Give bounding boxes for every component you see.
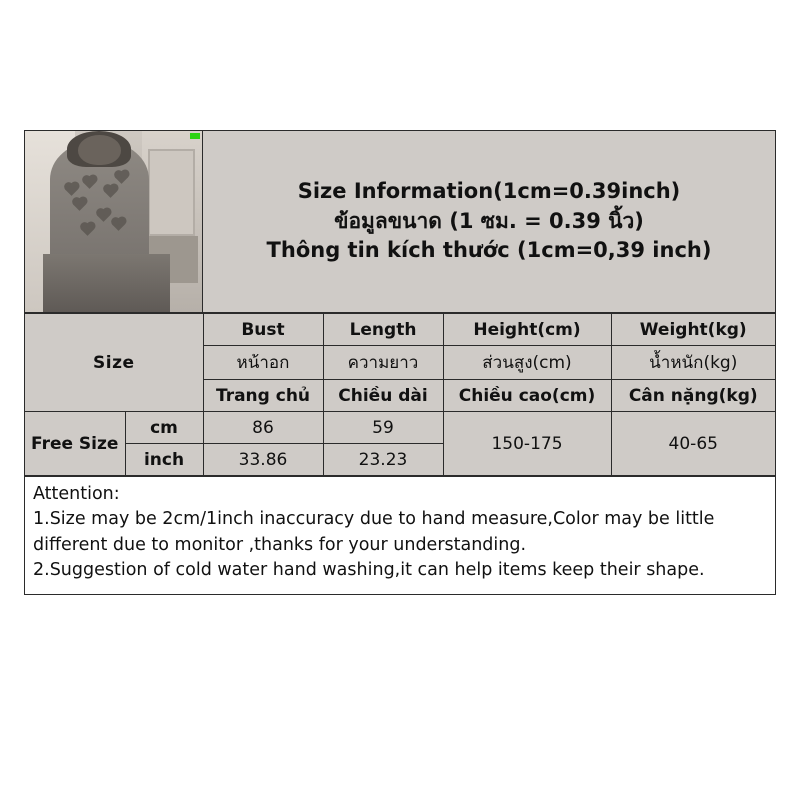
col-header-length-th: ความยาว — [323, 346, 443, 380]
length-cm-value: 59 — [323, 412, 443, 444]
attention-block — [25, 476, 775, 594]
col-header-weight-th: น้ำหนัก(kg) — [611, 346, 775, 380]
size-chart — [24, 130, 776, 595]
col-header-bust-th: หน้าอก — [203, 346, 323, 380]
chart-header-row — [25, 131, 775, 313]
unit-cm: cm — [125, 412, 203, 444]
measurements-table — [25, 313, 775, 476]
height-range-value: 150-175 — [443, 412, 611, 476]
title-line-thai: ข้อมูลขนาด (1 ซม. = 0.39 นิ้ว) — [334, 208, 644, 233]
unit-inch: inch — [125, 444, 203, 476]
col-header-height-th: ส่วนสูง(cm) — [443, 346, 611, 380]
col-header-bust-en: Bust — [203, 314, 323, 346]
col-header-height-en: Height(cm) — [443, 314, 611, 346]
title-cell — [203, 131, 775, 312]
col-header-length-vi: Chiều dài — [323, 380, 443, 412]
length-inch-value: 23.23 — [323, 444, 443, 476]
attention-line-2: different due to monitor ,thanks for your understanding. — [33, 534, 527, 555]
col-header-height-vi: Chiều cao(cm) — [443, 380, 611, 412]
product-photo-cell — [25, 131, 203, 312]
bust-cm-value: 86 — [203, 412, 323, 444]
attention-line-1: 1.Size may be 2cm/1inch inaccuracy due to hand measure,Color may be little — [33, 509, 715, 530]
title-line-english: Size Information(1cm=0.39inch) — [297, 178, 681, 203]
table-row-cm — [25, 412, 775, 444]
green-indicator-icon — [190, 133, 200, 139]
col-header-weight-en: Weight(kg) — [611, 314, 775, 346]
title-line-vietnamese: Thông tin kích thước (1cm=0,39 inch) — [266, 238, 712, 263]
col-header-bust-vi: Trang chủ — [203, 380, 323, 412]
free-size-label: Free Size — [25, 412, 125, 476]
col-header-length-en: Length — [323, 314, 443, 346]
col-header-weight-vi: Cân nặng(kg) — [611, 380, 775, 412]
attention-heading: Attention: — [33, 484, 120, 504]
size-column-header: Size — [25, 314, 203, 412]
table-row-header-en — [25, 314, 775, 346]
bust-inch-value: 33.86 — [203, 444, 323, 476]
weight-range-value: 40-65 — [611, 412, 775, 476]
attention-line-3: 2.Suggestion of cold water hand washing,it can help items keep their shape. — [33, 559, 705, 580]
model-photo — [25, 131, 202, 312]
